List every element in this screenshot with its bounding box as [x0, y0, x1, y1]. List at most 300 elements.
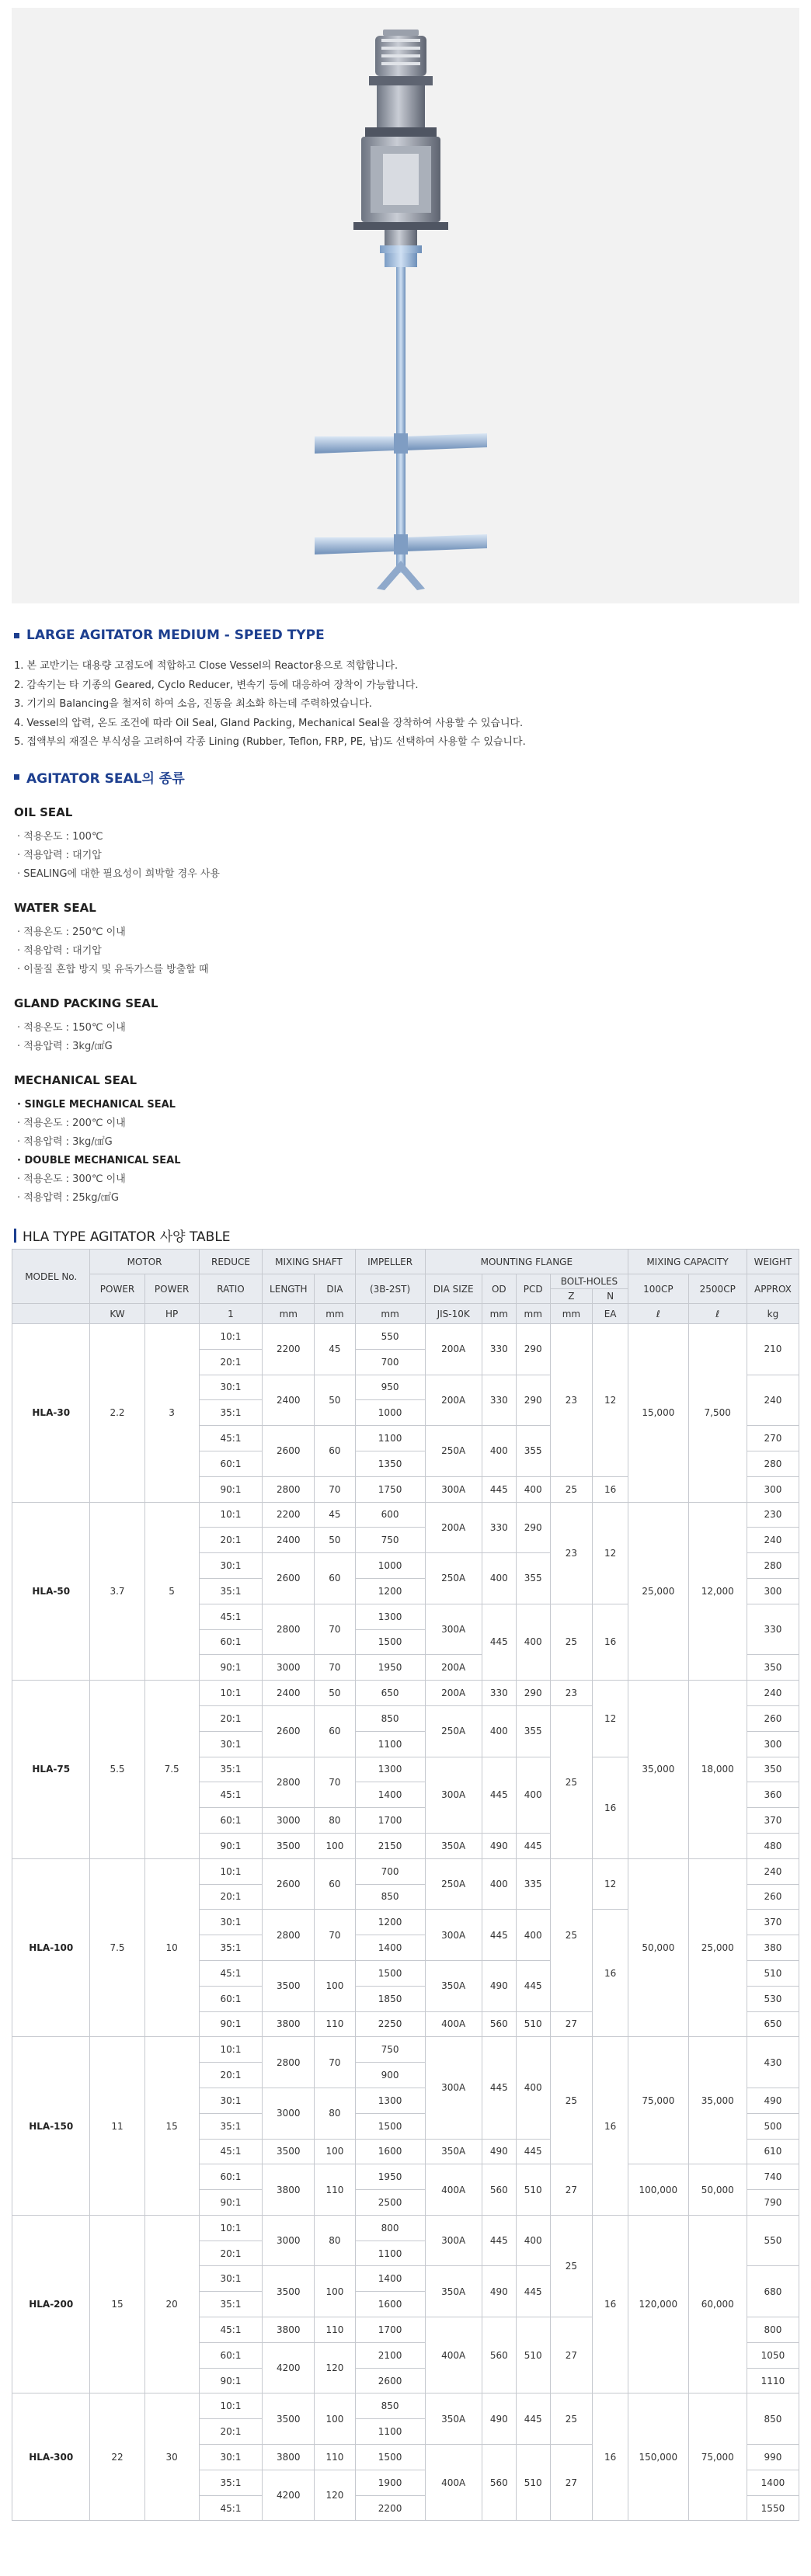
- cell-impeller: 1500: [355, 2445, 425, 2470]
- cell-bolt-n: 12: [593, 1681, 628, 1757]
- cell-ratio: 60:1: [199, 1986, 263, 2011]
- table-row: [12, 2393, 799, 2419]
- header-reduce: REDUCE: [199, 1250, 263, 1274]
- cell-impeller: 1400: [355, 2266, 425, 2292]
- cell-power-kw: 3.7: [90, 1502, 144, 1681]
- cell-ratio: 30:1: [199, 2266, 263, 2292]
- cell-od: 445: [482, 1757, 516, 1833]
- note-item: 2. 감속기는 타 기종의 Geared, Cyclo Reducer, 변속기 등에 대응하여 장착이 가능합니다.: [14, 679, 419, 691]
- cell-bolt-z: 27: [550, 2317, 592, 2393]
- cell-dia-size: 400A: [425, 2317, 482, 2393]
- cell-ratio: 20:1: [199, 1349, 263, 1375]
- cell-length: 3000: [263, 1655, 315, 1681]
- header-cp2500: 2500CP: [688, 1274, 747, 1304]
- table-row: [12, 1502, 799, 1528]
- cell-ratio: 10:1: [199, 1502, 263, 1528]
- cell-od: 560: [482, 2011, 516, 2037]
- cell-dia: 70: [315, 1910, 355, 1961]
- cell-cap-100cp: 35,000: [628, 1681, 688, 1859]
- cell-model: HLA-100: [12, 1858, 90, 2037]
- cell-cap-100cp: 15,000: [628, 1324, 688, 1503]
- mech-seal-spec: · 적용압력 : 25kg/㎠G: [17, 1192, 119, 1204]
- cell-ratio: 20:1: [199, 2419, 263, 2445]
- cell-length: 3800: [263, 2445, 315, 2470]
- cell-impeller: 1100: [355, 1426, 425, 1451]
- cell-bolt-z: 25: [550, 1858, 592, 2011]
- cell-dia-size: 250A: [425, 1858, 482, 1910]
- header-cp100: 100CP: [628, 1274, 688, 1304]
- cell-pcd: 400: [516, 1476, 550, 1502]
- header-dia: DIA: [315, 1274, 355, 1304]
- cell-impeller: 950: [355, 1375, 425, 1400]
- header-motor: MOTOR: [90, 1250, 199, 1274]
- header-pcd: PCD: [516, 1274, 550, 1304]
- unit-pcd: mm: [516, 1304, 550, 1324]
- cell-od: 490: [482, 1960, 516, 2011]
- gland-seal-spec: · 적용압력 : 3kg/㎠G: [17, 1041, 113, 1052]
- cell-model: HLA-300: [12, 2393, 90, 2521]
- cell-power-kw: 11: [90, 2037, 144, 2216]
- cell-weight: 260: [747, 1884, 799, 1910]
- header-bolt-holes: [550, 1274, 628, 1304]
- cell-bolt-n: 16: [593, 2037, 628, 2216]
- cell-ratio: 60:1: [199, 2164, 263, 2190]
- cell-dia-size: 350A: [425, 2139, 482, 2164]
- cell-ratio: 10:1: [199, 1858, 263, 1884]
- cell-dia: 100: [315, 2139, 355, 2164]
- cell-weight: 330: [747, 1604, 799, 1655]
- cell-impeller: 700: [355, 1349, 425, 1375]
- cell-od: 445: [482, 1476, 516, 1502]
- cell-impeller: 1400: [355, 1782, 425, 1808]
- cell-bolt-z: 23: [550, 1502, 592, 1604]
- cell-impeller: 1850: [355, 1986, 425, 2011]
- cell-cap-100cp: 75,000: [628, 2037, 688, 2164]
- cell-power-hp: 20: [144, 2215, 199, 2393]
- cell-dia: 50: [315, 1528, 355, 1553]
- cell-weight: 280: [747, 1553, 799, 1579]
- cell-impeller: 850: [355, 1705, 425, 1731]
- oil-seal-title: OIL SEAL: [14, 805, 73, 819]
- cell-ratio: 35:1: [199, 2113, 263, 2139]
- cell-pcd: 355: [516, 1426, 550, 1477]
- cell-impeller: 2150: [355, 1833, 425, 1858]
- water-seal-spec: · 적용온도 : 250℃ 이내: [17, 926, 126, 938]
- cell-length: 3800: [263, 2317, 315, 2343]
- cell-dia: 70: [315, 1604, 355, 1655]
- cell-weight: 360: [747, 1782, 799, 1808]
- cell-weight: 240: [747, 1681, 799, 1706]
- cell-cap-2500cp: 35,000: [688, 2037, 747, 2164]
- cell-ratio: 45:1: [199, 1426, 263, 1451]
- cell-dia: 100: [315, 2266, 355, 2317]
- cell-weight: 790: [747, 2190, 799, 2216]
- cell-od: 560: [482, 2445, 516, 2521]
- cell-length: 3500: [263, 1960, 315, 2011]
- cell-dia: 70: [315, 2037, 355, 2088]
- cell-impeller: 1000: [355, 1400, 425, 1426]
- cell-od: 490: [482, 2266, 516, 2317]
- water-seal-title: WATER SEAL: [14, 901, 96, 915]
- cell-ratio: 45:1: [199, 1604, 263, 1629]
- cell-dia-size: 350A: [425, 2266, 482, 2317]
- cell-impeller: 1950: [355, 2164, 425, 2190]
- cell-pcd: 290: [516, 1502, 550, 1553]
- cell-cap-2500cp: 25,000: [688, 1858, 747, 2037]
- cell-impeller: 1700: [355, 1808, 425, 1834]
- cell-weight: 490: [747, 2088, 799, 2113]
- cell-length: 3800: [263, 2164, 315, 2216]
- header-bolt: BOLT-HOLES: [551, 1274, 628, 1289]
- cell-od: 490: [482, 2393, 516, 2445]
- cell-impeller: 1000: [355, 1553, 425, 1579]
- cell-od: 560: [482, 2164, 516, 2216]
- header-weight: WEIGHT: [747, 1250, 799, 1274]
- cell-weight: 500: [747, 2113, 799, 2139]
- cell-power-hp: 10: [144, 1858, 199, 2037]
- cell-dia: 120: [315, 2470, 355, 2521]
- cell-dia: 60: [315, 1426, 355, 1477]
- cell-pcd: 445: [516, 2266, 550, 2317]
- cell-impeller: 750: [355, 1528, 425, 1553]
- cell-dia-size: 250A: [425, 1705, 482, 1757]
- cell-length: 4200: [263, 2470, 315, 2521]
- header-capacity: MIXING CAPACITY: [628, 1250, 747, 1274]
- cell-ratio: 10:1: [199, 2393, 263, 2419]
- cell-impeller: 850: [355, 1884, 425, 1910]
- cell-ratio: 90:1: [199, 2011, 263, 2037]
- cell-impeller: 550: [355, 1324, 425, 1350]
- unit-ea: EA: [593, 1304, 628, 1324]
- cell-impeller: 1300: [355, 1757, 425, 1782]
- cell-power-kw: 2.2: [90, 1324, 144, 1503]
- cell-dia: 120: [315, 2342, 355, 2393]
- cell-length: 2200: [263, 1502, 315, 1528]
- cell-pcd: 400: [516, 1604, 550, 1680]
- cell-pcd: 510: [516, 2445, 550, 2521]
- cell-weight: 210: [747, 1324, 799, 1375]
- cell-ratio: 30:1: [199, 1375, 263, 1400]
- cell-od: 400: [482, 1553, 516, 1604]
- cell-length: 3500: [263, 2139, 315, 2164]
- cell-dia-size: 200A: [425, 1502, 482, 1553]
- hero-panel: [12, 8, 799, 603]
- cell-dia-size: 350A: [425, 1960, 482, 2011]
- note-item: 3. 기기의 Balancing을 철저히 하여 소음, 진동을 최소화 하는데 주력하였습니다.: [14, 698, 372, 710]
- cell-pcd: 290: [516, 1375, 550, 1426]
- cell-pcd: 400: [516, 2215, 550, 2266]
- unit-l2500: ℓ: [688, 1304, 747, 1324]
- cell-length: 2800: [263, 1910, 315, 1961]
- oil-seal-spec: · 적용온도 : 100℃: [17, 831, 103, 843]
- cell-power-kw: 15: [90, 2215, 144, 2393]
- cell-ratio: 20:1: [199, 1528, 263, 1553]
- cell-impeller: 2100: [355, 2342, 425, 2368]
- section-heading-speed-type: [14, 627, 325, 643]
- notes-list: [14, 657, 791, 753]
- cell-power-kw: 22: [90, 2393, 144, 2521]
- cell-dia: 70: [315, 1476, 355, 1502]
- heading-bar-icon: [14, 1229, 16, 1243]
- cell-dia-size: 250A: [425, 1553, 482, 1604]
- cell-dia: 110: [315, 2011, 355, 2037]
- note-item: 5. 접액부의 재질은 부식성을 고려하여 각종 Lining (Rubber, Teflon, FRP, PE, 납)도 선택하여 사용할 수 있습니다.: [14, 736, 526, 748]
- cell-weight: 740: [747, 2164, 799, 2190]
- cell-ratio: 90:1: [199, 1833, 263, 1858]
- cell-cap-2500cp: 12,000: [688, 1502, 747, 1681]
- cell-dia-size: 400A: [425, 2011, 482, 2037]
- cell-weight: 240: [747, 1528, 799, 1553]
- table-heading: [14, 1225, 231, 1245]
- cell-od: 400: [482, 1858, 516, 1910]
- cell-model: HLA-75: [12, 1681, 90, 1859]
- cell-bolt-z: 25: [550, 2393, 592, 2445]
- single-mech-seal-label: · SINGLE MECHANICAL SEAL: [17, 1099, 176, 1111]
- cell-length: 2800: [263, 1476, 315, 1502]
- header-shaft: MIXING SHAFT: [263, 1250, 355, 1274]
- cell-length: 3500: [263, 2266, 315, 2317]
- spec-table: [12, 1249, 799, 2521]
- cell-cap-2500cp: 18,000: [688, 1681, 747, 1859]
- cell-length: 2600: [263, 1858, 315, 1910]
- cell-ratio: 45:1: [199, 1782, 263, 1808]
- cell-dia: 110: [315, 2445, 355, 2470]
- cell-dia-size: 200A: [425, 1324, 482, 1375]
- cell-od: 445: [482, 1604, 516, 1680]
- cell-ratio: 60:1: [199, 1629, 263, 1655]
- cell-model: HLA-30: [12, 1324, 90, 1503]
- header-flange: MOUNTING FLANGE: [425, 1250, 628, 1274]
- cell-pcd: 510: [516, 2011, 550, 2037]
- cell-length: 2600: [263, 1426, 315, 1477]
- unit-hp: HP: [144, 1304, 199, 1324]
- cell-dia: 60: [315, 1858, 355, 1910]
- cell-dia: 45: [315, 1502, 355, 1528]
- cell-dia-size: 400A: [425, 2164, 482, 2216]
- cell-od: 400: [482, 1426, 516, 1477]
- cell-model: HLA-50: [12, 1502, 90, 1681]
- cell-dia-size: 300A: [425, 2037, 482, 2139]
- cell-ratio: 10:1: [199, 1681, 263, 1706]
- unit-impeller: mm: [355, 1304, 425, 1324]
- cell-weight: 270: [747, 1426, 799, 1451]
- gland-seal-spec: · 적용온도 : 150℃ 이내: [17, 1022, 126, 1034]
- cell-impeller: 650: [355, 1681, 425, 1706]
- water-seal-spec: · 이물질 혼합 방지 및 유독가스를 방출할 때: [17, 964, 209, 975]
- cell-weight: 370: [747, 1808, 799, 1834]
- cell-pcd: 510: [516, 2164, 550, 2216]
- cell-impeller: 850: [355, 2393, 425, 2419]
- cell-impeller: 1600: [355, 2139, 425, 2164]
- cell-impeller: 1750: [355, 1476, 425, 1502]
- cell-length: 2400: [263, 1375, 315, 1426]
- unit-kw: KW: [90, 1304, 144, 1324]
- cell-dia-size: 250A: [425, 1426, 482, 1477]
- cell-cap-2500cp: 75,000: [688, 2393, 747, 2521]
- cell-ratio: 60:1: [199, 1451, 263, 1476]
- cell-bolt-n: 16: [593, 1476, 628, 1502]
- cell-impeller: 2600: [355, 2368, 425, 2393]
- cell-ratio: 30:1: [199, 1731, 263, 1757]
- cell-length: 2400: [263, 1528, 315, 1553]
- cell-ratio: 20:1: [199, 1705, 263, 1731]
- header-power-hp: POWER: [144, 1274, 199, 1304]
- cell-cap-100cp: 120,000: [628, 2215, 688, 2393]
- cell-dia: 80: [315, 2215, 355, 2266]
- cell-impeller: 1100: [355, 2241, 425, 2266]
- cell-pcd: 355: [516, 1553, 550, 1604]
- cell-length: 3000: [263, 1808, 315, 1834]
- cell-impeller: 1350: [355, 1451, 425, 1476]
- unit-length: mm: [263, 1304, 315, 1324]
- cell-ratio: 10:1: [199, 2037, 263, 2063]
- cell-weight: 350: [747, 1757, 799, 1782]
- cell-pcd: 510: [516, 2317, 550, 2393]
- cell-weight: 380: [747, 1935, 799, 1961]
- cell-weight: 300: [747, 1731, 799, 1757]
- cell-ratio: 35:1: [199, 2292, 263, 2317]
- cell-dia: 110: [315, 2317, 355, 2343]
- unit-od: mm: [482, 1304, 516, 1324]
- cell-length: 3500: [263, 2393, 315, 2445]
- cell-bolt-z: 25: [550, 2215, 592, 2317]
- square-bullet-icon: [14, 633, 19, 638]
- cell-length: 2800: [263, 1604, 315, 1655]
- header-model: MODEL No.: [12, 1250, 90, 1304]
- cell-length: 2400: [263, 1681, 315, 1706]
- table-title: HLA TYPE AGITATOR 사양 TABLE: [23, 1229, 231, 1245]
- cell-dia: 100: [315, 1960, 355, 2011]
- cell-length: 2600: [263, 1705, 315, 1757]
- cell-dia: 70: [315, 1757, 355, 1808]
- header-length: LENGTH: [263, 1274, 315, 1304]
- cell-weight: 240: [747, 1375, 799, 1426]
- cell-weight: 280: [747, 1451, 799, 1476]
- cell-cap-2500cp: 60,000: [688, 2215, 747, 2393]
- cell-pcd: 400: [516, 1910, 550, 1961]
- cell-dia-size: 200A: [425, 1375, 482, 1426]
- cell-impeller: 750: [355, 2037, 425, 2063]
- cell-bolt-n: 16: [593, 2393, 628, 2521]
- cell-weight: 350: [747, 1655, 799, 1681]
- unit-jis: JIS-10K: [425, 1304, 482, 1324]
- unit-blank: [12, 1304, 90, 1324]
- mech-seal-spec: · 적용압력 : 3kg/㎠G: [17, 1136, 113, 1148]
- table-row: [12, 2037, 799, 2063]
- cell-od: 445: [482, 1910, 516, 1961]
- cell-cap-2500cp: 50,000: [688, 2164, 747, 2216]
- cell-ratio: 45:1: [199, 2139, 263, 2164]
- cell-dia-size: 400A: [425, 2445, 482, 2521]
- cell-ratio: 20:1: [199, 2063, 263, 2088]
- cell-length: 2200: [263, 1324, 315, 1375]
- cell-bolt-n: 16: [593, 1757, 628, 1858]
- cell-dia-size: 350A: [425, 1833, 482, 1858]
- cell-ratio: 45:1: [199, 2495, 263, 2521]
- cell-pcd: 290: [516, 1324, 550, 1375]
- section-heading-seal-types: [14, 767, 185, 787]
- cell-ratio: 20:1: [199, 2241, 263, 2266]
- cell-bolt-n: 12: [593, 1858, 628, 1910]
- cell-weight: 430: [747, 2037, 799, 2088]
- cell-dia-size: 300A: [425, 1910, 482, 1961]
- cell-ratio: 60:1: [199, 2342, 263, 2368]
- header-n: N: [607, 1291, 614, 1302]
- header-od: OD: [482, 1274, 516, 1304]
- cell-power-hp: 3: [144, 1324, 199, 1503]
- cell-weight: 610: [747, 2139, 799, 2164]
- cell-length: 3500: [263, 1833, 315, 1858]
- cell-ratio: 90:1: [199, 2368, 263, 2393]
- cell-bolt-n: 16: [593, 1604, 628, 1680]
- cell-pcd: 445: [516, 1960, 550, 2011]
- cell-dia: 80: [315, 2088, 355, 2139]
- cell-ratio: 60:1: [199, 1808, 263, 1834]
- cell-impeller: 1500: [355, 2113, 425, 2139]
- cell-dia: 50: [315, 1681, 355, 1706]
- cell-bolt-z: 25: [550, 1476, 592, 1502]
- cell-length: 3000: [263, 2215, 315, 2266]
- cell-bolt-n: 16: [593, 1910, 628, 2037]
- water-seal-spec: · 적용압력 : 대기압: [17, 945, 102, 957]
- cell-dia-size: 300A: [425, 1604, 482, 1655]
- cell-pcd: 400: [516, 2037, 550, 2139]
- cell-od: 490: [482, 2139, 516, 2164]
- cell-dia: 100: [315, 2393, 355, 2445]
- cell-pcd: 335: [516, 1858, 550, 1910]
- cell-impeller: 1900: [355, 2470, 425, 2495]
- cell-dia: 45: [315, 1324, 355, 1375]
- cell-ratio: 90:1: [199, 1476, 263, 1502]
- cell-impeller: 1700: [355, 2317, 425, 2343]
- cell-length: 4200: [263, 2342, 315, 2393]
- cell-bolt-n: 16: [593, 2215, 628, 2393]
- cell-bolt-z: 27: [550, 2164, 592, 2216]
- cell-weight: 480: [747, 1833, 799, 1858]
- cell-impeller: 1200: [355, 1578, 425, 1604]
- header-power-kw: POWER: [90, 1274, 144, 1304]
- header-impeller: IMPELLER: [355, 1250, 425, 1274]
- cell-pcd: 400: [516, 1757, 550, 1833]
- cell-bolt-z: 25: [550, 1604, 592, 1680]
- cell-dia-size: 200A: [425, 1655, 482, 1681]
- cell-weight: 550: [747, 2215, 799, 2266]
- cell-bolt-n: 12: [593, 1502, 628, 1604]
- cell-power-hp: 5: [144, 1502, 199, 1681]
- cell-pcd: 355: [516, 1705, 550, 1757]
- agitator-illustration: [12, 8, 799, 603]
- cell-od: 560: [482, 2317, 516, 2393]
- cell-length: 3000: [263, 2088, 315, 2139]
- cell-ratio: 90:1: [199, 1655, 263, 1681]
- cell-dia: 100: [315, 1833, 355, 1858]
- cell-od: 330: [482, 1324, 516, 1375]
- cell-impeller: 1500: [355, 1629, 425, 1655]
- spec-table-body: [12, 1324, 799, 2521]
- unit-kg: kg: [747, 1304, 799, 1324]
- cell-impeller: 2250: [355, 2011, 425, 2037]
- cell-impeller: 1600: [355, 2292, 425, 2317]
- cell-impeller: 1100: [355, 1731, 425, 1757]
- cell-pcd: 445: [516, 2393, 550, 2445]
- cell-ratio: 30:1: [199, 1910, 263, 1935]
- cell-ratio: 30:1: [199, 2445, 263, 2470]
- cell-weight: 370: [747, 1910, 799, 1935]
- cell-impeller: 600: [355, 1502, 425, 1528]
- unit-l100: ℓ: [628, 1304, 688, 1324]
- cell-weight: 510: [747, 1960, 799, 1986]
- cell-ratio: 10:1: [199, 1324, 263, 1350]
